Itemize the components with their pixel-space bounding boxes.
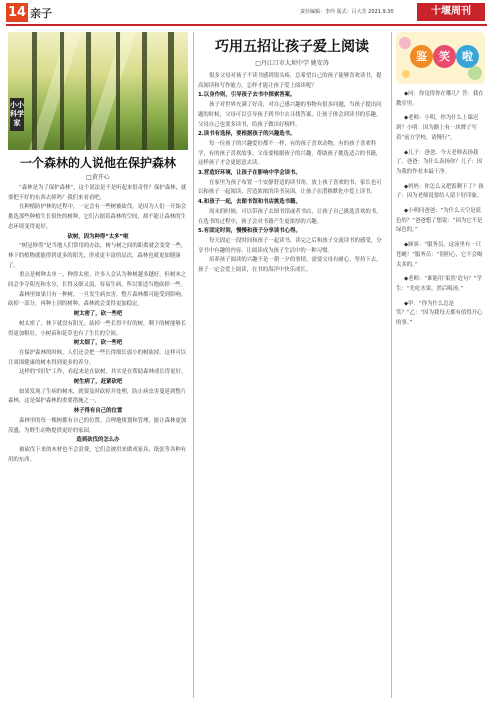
banner-char: 鉴	[410, 45, 433, 68]
left-article-title: 一个森林的人说他在保护森林	[19, 156, 176, 170]
column-divider	[391, 32, 392, 698]
editor-meta: 责任编辑：李玲 版式：吕大芳 2021.9.30	[300, 9, 394, 15]
subheading: 树太细了，砍一些吧	[73, 340, 123, 347]
paragraph: 培养孩子阅读的兴趣不是一朝一夕的事情，需要父母有耐心，坚持下去，孩子一定会爱上阅读，在书的海洋中快乐成长。	[198, 257, 382, 274]
paragraph: 每天固定一段时间和孩子一起读书，读完之后和孩子交流读书的感受，分享书中有趣的内容。让阅读成为孩子生活中的一种习惯。	[198, 237, 382, 254]
subheading: 林子得有自己的位置	[73, 408, 123, 415]
joke-item: ◆妈妈：你怎么又把饭剩下了？孩子：因为老师说要给人留下好印象。	[396, 183, 484, 200]
left-article-author: □黄开心	[86, 174, 110, 181]
subheading: 1.以身作则，引导孩子去书中探索答案。	[198, 92, 296, 99]
joke-item: ◆问：你觉得你在哪儿？答：我在教室里。	[396, 91, 484, 107]
joke-item: ◆小明问爸爸：“为什么天空是蓝色的？”爸爸想了想说：“因为它不是绿色的。”	[396, 208, 483, 234]
page-number: 14	[7, 5, 27, 20]
joke-column	[396, 32, 485, 696]
paragraph: 被砍伐下来的木材也不会浪费，它们会被用来做成家具、纸张等各种有用的东西。	[8, 446, 187, 463]
left-article	[8, 32, 188, 696]
mid-article-author: □丹江口市大坝中学 姚安涛	[255, 60, 329, 67]
paragraph: 在保护森林的时候，人们还会把一些长得细长弱小的树砍掉，这样可以让周围健康的树木得到更多的养分。	[8, 349, 187, 366]
section-label: 亲子	[30, 7, 52, 20]
paragraph: 周末的时候，可以带孩子去图书馆或者书店，让孩子自己挑选喜欢的书，在选书的过程中，孩子会对书籍产生更浓厚的兴趣。	[198, 208, 382, 225]
joke-item: ◆儿子：爸爸，今天老师表扬我了。爸爸：为什么表扬你？儿子：因为我的作业本最干净。	[396, 149, 483, 175]
joke-banner	[396, 32, 485, 84]
mid-article-title: 巧用五招让孩子爱上阅读	[215, 39, 369, 55]
paragraph: 孩子对世界充满了好奇，对自己感兴趣的事物有很多问题，当孩子提出问题的时候，父母可以引导孩子到书中去寻找答案，让孩子体会到读书的乐趣。父母自己也要多读书，给孩子做出好榜样。	[198, 102, 382, 128]
banner-char: 啦	[456, 45, 479, 68]
paragraph: 树太密了，林下就没有阳光。砍掉一些长得不好的树，剩下的树能够长得更加粗壮，小树苗和花草也有了生长的空间。	[8, 320, 187, 337]
paragraph: 很多父母对孩子不读书感到很头疼，总希望自己的孩子能够喜欢读书，提高阅读和写作能力，怎样才能让孩子爱上阅读呢？	[198, 73, 382, 89]
subheading: 造到砍伐的怎么办	[76, 437, 120, 444]
subheading: 砍树，因为种得“太多”啦	[67, 233, 129, 240]
paragraph: 每一位孩子的兴趣爱好都不一样，有的孩子喜欢动物，有的孩子喜欢科学，有的孩子喜欢故事。父母要根据孩子的兴趣，帮助孩子挑选适合的书籍，这样孩子才会更愿意去读。	[198, 140, 382, 167]
paragraph: 重点是树种太单一、种得太密。许多人会认为种树越多越好，但树木之间会争夺阳光和水分，长得又细又弱，容易生病，所以要适当地砍掉一些。	[8, 272, 187, 289]
banner-char: 笑	[433, 45, 456, 68]
forest-photo	[8, 32, 188, 150]
subheading: 树生病了，赶紧砍吧	[73, 379, 123, 386]
paragraph: “树冠修剪”是当地人们常用的办法，树与树之间的距离就会变宽一些，林下的植物就能得到更多的阳光，形成更丰富的层次，森林也就更加健康了。	[8, 243, 187, 269]
left-article-body	[8, 184, 188, 465]
paragraph: 森林里如果只有一种树，一旦发生病虫害，整片森林都可能受到影响。砍掉一部分，再种上别的树种，森林就会变得更加稳定。	[8, 291, 187, 308]
paper-name: 十堰周刊	[417, 3, 485, 21]
paragraph: 在种植防护林的过程中，一定会有一些树被砍伐。是因为人们一开始会挑选那些种植生长很快的树种，它们占据着森林的空间，却不能让森林的生态环境变得更好。	[8, 204, 187, 230]
paragraph: “森林是为了保护森林”，这个说法是不是听起来很奇怪？保护森林，就要把不好的东西去掉吗？我们来看看吧。	[8, 185, 187, 201]
column-divider	[193, 32, 194, 698]
side-label: 小小科学家	[10, 98, 24, 131]
joke-item: ◆老师：“谁能用‘果然’造句？”学生：“先吃水果，然后喝汤。”	[396, 276, 482, 292]
subheading: 树太密了，砍一些吧	[73, 311, 123, 318]
page-header	[0, 0, 493, 24]
joke-list	[396, 90, 485, 329]
mid-article-body	[198, 72, 386, 276]
paragraph: 在家里为孩子布置一个安静舒适的读书角，放上孩子喜欢的书，家长也可以和孩子一起阅读，营造浓浓的读书氛围，让孩子在潜移默化中爱上读书。	[198, 179, 382, 196]
paragraph: 这样的“间伐”工作，看起来是在砍树，其实是在帮助森林成长得更好。	[19, 369, 187, 376]
header-rule	[6, 24, 487, 26]
paragraph: 森林里的每一棵树都有自己的位置。合理地规划和管理，能让森林更加茂盛，为野生动物提供更好的家园。	[8, 417, 187, 434]
subheading: 3.营造好环境，让孩子在影响中学会读书。	[198, 170, 301, 177]
subheading: 4.和孩子一起，去图书馆和书店挑选书籍。	[198, 199, 301, 206]
subheading: 5.有固定时间，慢慢和孩子分享读书心得。	[198, 228, 301, 235]
joke-item: ◆老师：小明，你为什么上课迟到？小明：因为路上有一块牌子写着“前方学校，请慢行”。	[396, 115, 479, 141]
joke-item: ◆顾客：“服务员，这汤里有一只苍蝇！”服务员：“别担心，它不会喝太多的。”	[396, 242, 483, 268]
subheading: 2.读书有选择，要根据孩子的兴趣选书。	[198, 131, 296, 138]
joke-item: ◆甲：“你为什么总是笑？”乙：“因为我每天都有值得开心的事。”	[396, 300, 483, 327]
paragraph: 如果发现了生病的树木，就要及时砍掉并处理，防止病虫害蔓延到整片森林。这是保护森林的重要措施之一。	[8, 388, 187, 405]
mid-article	[198, 32, 386, 696]
